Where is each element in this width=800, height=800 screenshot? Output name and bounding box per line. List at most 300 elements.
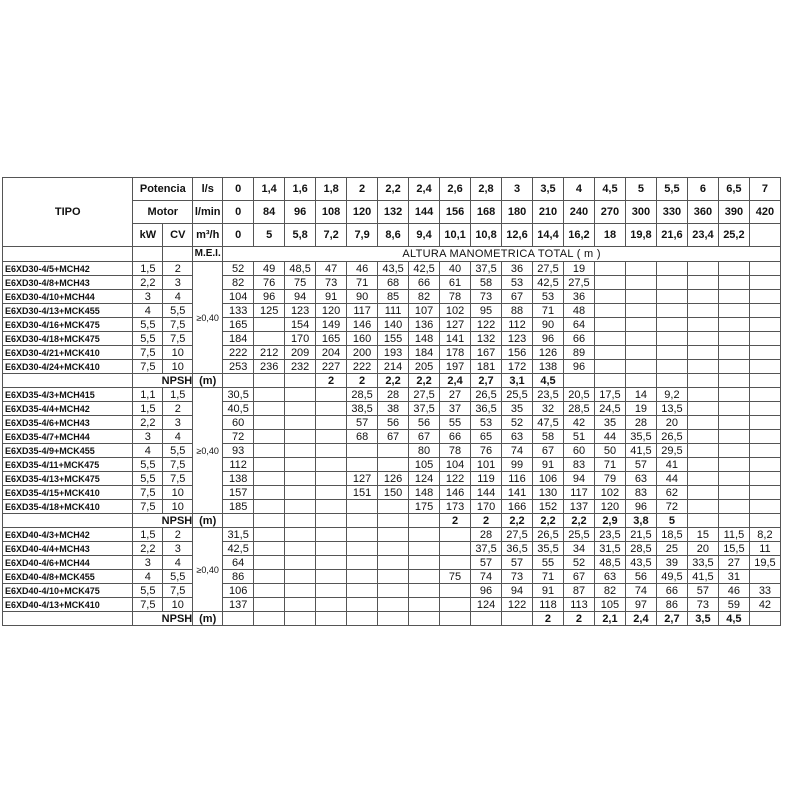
table-row — [3, 290, 781, 304]
head-value: 20 — [656, 416, 687, 430]
flow-cell: 16,2 — [563, 224, 594, 247]
head-value: 39 — [656, 556, 687, 570]
unit-ls: l/s — [193, 178, 223, 201]
head-value — [409, 528, 440, 542]
power-cv: 1,5 — [163, 388, 193, 402]
head-value: 13,5 — [656, 402, 687, 416]
power-kw: 5,5 — [133, 332, 163, 346]
npsh-value — [502, 612, 533, 626]
head-value — [316, 430, 347, 444]
head-value — [594, 304, 625, 318]
head-value: 33,5 — [687, 556, 718, 570]
head-value: 96 — [254, 290, 285, 304]
power-kw: 7,5 — [133, 500, 163, 514]
npsh-value — [656, 374, 687, 388]
head-value: 227 — [316, 360, 347, 374]
head-value: 96 — [625, 500, 656, 514]
head-value: 125 — [254, 304, 285, 318]
head-value: 91 — [533, 458, 564, 472]
head-value: 67 — [502, 290, 533, 304]
head-value — [687, 262, 718, 276]
head-value: 130 — [533, 486, 564, 500]
head-value — [749, 276, 780, 290]
flow-cell: 25,2 — [718, 224, 749, 247]
npsh-value — [440, 612, 471, 626]
table-row — [3, 360, 781, 374]
npsh-label: NPSH — [133, 374, 193, 388]
head-value: 165 — [316, 332, 347, 346]
flow-cell: 9,4 — [409, 224, 440, 247]
npsh-value — [223, 514, 254, 528]
header-row-ls — [3, 178, 781, 201]
head-value: 25,5 — [502, 388, 533, 402]
npsh-value — [409, 612, 440, 626]
model-name: E6XD30-4/21+MCK410 — [3, 346, 133, 360]
flow-cell: 84 — [254, 201, 285, 224]
npsh-value — [316, 612, 347, 626]
table-row — [3, 486, 781, 500]
head-value — [656, 276, 687, 290]
head-value: 48,5 — [594, 556, 625, 570]
head-value: 91 — [533, 584, 564, 598]
pump-performance-table — [2, 177, 781, 626]
head-value: 124 — [409, 472, 440, 486]
head-value — [718, 276, 749, 290]
npsh-unit: (m) — [193, 514, 223, 528]
head-value — [316, 402, 347, 416]
head-value — [285, 584, 316, 598]
power-cv: 5,5 — [163, 570, 193, 584]
power-cv: 5,5 — [163, 304, 193, 318]
head-value: 26,5 — [471, 388, 502, 402]
power-cv: 3 — [163, 416, 193, 430]
head-value — [316, 388, 347, 402]
head-value: 73 — [687, 598, 718, 612]
head-value: 112 — [223, 458, 254, 472]
head-value: 138 — [533, 360, 564, 374]
npsh-value: 2,2 — [378, 374, 409, 388]
power-kw: 3 — [133, 430, 163, 444]
npsh-unit: (m) — [193, 374, 223, 388]
head-value — [656, 332, 687, 346]
head-value: 47 — [316, 262, 347, 276]
head-value: 37 — [440, 402, 471, 416]
head-value: 78 — [440, 290, 471, 304]
head-value: 61 — [440, 276, 471, 290]
power-kw: 4 — [133, 570, 163, 584]
model-name: E6XD30-4/16+MCK475 — [3, 318, 133, 332]
head-value: 55 — [440, 416, 471, 430]
potencia-header: Potencia — [133, 178, 193, 201]
head-value: 154 — [285, 318, 316, 332]
head-value — [749, 472, 780, 486]
npsh-value: 2,2 — [533, 514, 564, 528]
altura-header: ALTURA MANOMETRICA TOTAL ( m ) — [223, 247, 781, 262]
power-cv: 7,5 — [163, 458, 193, 472]
head-value: 66 — [656, 584, 687, 598]
power-kw: 5,5 — [133, 458, 163, 472]
npsh-row — [3, 612, 781, 626]
head-value — [254, 528, 285, 542]
head-value — [594, 290, 625, 304]
head-value: 133 — [223, 304, 254, 318]
head-value: 53 — [471, 416, 502, 430]
head-value — [254, 402, 285, 416]
npsh-value: 2 — [316, 374, 347, 388]
head-value: 122 — [471, 318, 502, 332]
flow-cell: 144 — [409, 201, 440, 224]
model-name: E6XD30-4/24+MCK410 — [3, 360, 133, 374]
npsh-label: NPSH — [133, 514, 193, 528]
head-value — [718, 360, 749, 374]
head-value: 38 — [378, 402, 409, 416]
power-kw: 7,5 — [133, 360, 163, 374]
head-value: 96 — [533, 332, 564, 346]
head-value: 82 — [223, 276, 254, 290]
head-value: 113 — [563, 598, 594, 612]
power-kw: 2,2 — [133, 542, 163, 556]
head-value: 20,5 — [563, 388, 594, 402]
head-value: 53 — [533, 290, 564, 304]
head-value — [687, 360, 718, 374]
head-value — [285, 388, 316, 402]
flow-cell: 210 — [533, 201, 564, 224]
head-value — [718, 290, 749, 304]
flow-cell: 2,2 — [378, 178, 409, 201]
flow-cell: 12,6 — [502, 224, 533, 247]
npsh-value — [254, 514, 285, 528]
head-value: 46 — [347, 262, 378, 276]
head-value — [749, 430, 780, 444]
head-value — [347, 458, 378, 472]
unit-lmin: l/min — [193, 201, 223, 224]
npsh-value: 2 — [563, 612, 594, 626]
npsh-value — [718, 374, 749, 388]
npsh-row — [3, 514, 781, 528]
head-value — [749, 486, 780, 500]
head-value: 55 — [533, 556, 564, 570]
head-value — [687, 304, 718, 318]
head-value — [378, 458, 409, 472]
head-value — [254, 556, 285, 570]
head-value: 126 — [378, 472, 409, 486]
head-value — [749, 500, 780, 514]
head-value: 57 — [625, 458, 656, 472]
head-value — [687, 346, 718, 360]
head-value — [409, 598, 440, 612]
head-value: 119 — [471, 472, 502, 486]
npsh-value: 3,5 — [687, 612, 718, 626]
npsh-value — [687, 374, 718, 388]
head-value — [316, 500, 347, 514]
efficiency-index: ≥0,40 — [193, 262, 223, 374]
head-value: 155 — [378, 332, 409, 346]
head-value — [625, 318, 656, 332]
head-value: 87 — [563, 584, 594, 598]
head-value: 40 — [440, 262, 471, 276]
table-row — [3, 318, 781, 332]
head-value — [440, 598, 471, 612]
head-value: 60 — [223, 416, 254, 430]
power-cv: 10 — [163, 360, 193, 374]
npsh-value: 2 — [533, 612, 564, 626]
flow-cell: 7,9 — [347, 224, 378, 247]
head-value: 94 — [563, 472, 594, 486]
head-value — [440, 584, 471, 598]
npsh-unit: (m) — [193, 612, 223, 626]
npsh-value — [347, 612, 378, 626]
npsh-value: 2,4 — [440, 374, 471, 388]
head-value: 83 — [625, 486, 656, 500]
head-value: 64 — [223, 556, 254, 570]
model-name: E6XD40-4/10+MCK475 — [3, 584, 133, 598]
head-value — [378, 598, 409, 612]
head-value — [594, 262, 625, 276]
eff-label: M.E.I. — [193, 247, 223, 262]
head-value: 107 — [409, 304, 440, 318]
head-value: 23,5 — [533, 388, 564, 402]
npsh-value — [254, 612, 285, 626]
power-kw: 5,5 — [133, 472, 163, 486]
head-value: 82 — [594, 584, 625, 598]
model-name: E6XD35-4/15+MCK410 — [3, 486, 133, 500]
head-value: 184 — [409, 346, 440, 360]
flow-cell: 5,8 — [285, 224, 316, 247]
head-value: 118 — [533, 598, 564, 612]
head-value — [718, 472, 749, 486]
head-value: 76 — [254, 276, 285, 290]
head-value: 52 — [223, 262, 254, 276]
power-cv: 2 — [163, 528, 193, 542]
flow-cell: 5 — [625, 178, 656, 201]
flow-cell: 2,4 — [409, 178, 440, 201]
npsh-value: 2,4 — [625, 612, 656, 626]
head-value — [316, 444, 347, 458]
head-value: 72 — [223, 430, 254, 444]
head-value — [285, 542, 316, 556]
power-kw: 1,5 — [133, 262, 163, 276]
head-value: 152 — [533, 500, 564, 514]
head-value — [440, 528, 471, 542]
head-value — [316, 570, 347, 584]
power-cv: 7,5 — [163, 332, 193, 346]
head-value — [347, 598, 378, 612]
head-value: 19 — [563, 262, 594, 276]
head-value: 34 — [563, 542, 594, 556]
npsh-value: 2,7 — [656, 612, 687, 626]
head-value: 99 — [502, 458, 533, 472]
head-value — [687, 472, 718, 486]
head-value: 104 — [223, 290, 254, 304]
npsh-label: NPSH — [133, 612, 193, 626]
head-value — [285, 570, 316, 584]
head-value — [254, 444, 285, 458]
head-value — [316, 584, 347, 598]
flow-cell: 330 — [656, 201, 687, 224]
head-value — [254, 542, 285, 556]
head-value: 42,5 — [409, 262, 440, 276]
cv-header: CV — [163, 224, 193, 247]
head-value: 127 — [440, 318, 471, 332]
flow-cell: 6 — [687, 178, 718, 201]
head-value — [285, 528, 316, 542]
head-value — [687, 402, 718, 416]
head-value: 136 — [409, 318, 440, 332]
head-value: 181 — [471, 360, 502, 374]
head-value: 56 — [378, 416, 409, 430]
model-name: E6XD35-4/4+MCH42 — [3, 402, 133, 416]
head-value: 24,5 — [594, 402, 625, 416]
head-value: 73 — [502, 570, 533, 584]
head-value: 58 — [533, 430, 564, 444]
head-value — [718, 402, 749, 416]
npsh-value — [285, 612, 316, 626]
head-value: 28 — [471, 528, 502, 542]
head-value: 28,5 — [347, 388, 378, 402]
head-value: 63 — [625, 472, 656, 486]
header-row-altura — [3, 247, 781, 262]
npsh-value — [563, 374, 594, 388]
head-value — [347, 570, 378, 584]
head-value: 170 — [285, 332, 316, 346]
head-value — [440, 542, 471, 556]
head-value — [378, 584, 409, 598]
head-value — [687, 458, 718, 472]
flow-cell: 23,4 — [687, 224, 718, 247]
head-value: 85 — [378, 290, 409, 304]
head-value: 160 — [347, 332, 378, 346]
table-row — [3, 430, 781, 444]
head-value: 64 — [563, 318, 594, 332]
model-name: E6XD35-4/18+MCK410 — [3, 500, 133, 514]
head-value: 105 — [409, 458, 440, 472]
head-value: 105 — [594, 598, 625, 612]
head-value: 32 — [533, 402, 564, 416]
head-value: 74 — [625, 584, 656, 598]
head-value — [254, 472, 285, 486]
flow-cell: 5,5 — [656, 178, 687, 201]
head-value: 28,5 — [563, 402, 594, 416]
head-value: 170 — [471, 500, 502, 514]
head-value: 141 — [440, 332, 471, 346]
head-value: 93 — [223, 444, 254, 458]
head-value: 36,5 — [502, 542, 533, 556]
head-value: 73 — [471, 290, 502, 304]
model-name: E6XD35-4/9+MCK455 — [3, 444, 133, 458]
efficiency-index: ≥0,40 — [193, 528, 223, 612]
head-value: 166 — [502, 500, 533, 514]
npsh-value — [285, 514, 316, 528]
head-value — [749, 570, 780, 584]
head-value — [656, 290, 687, 304]
flow-cell: 2,6 — [440, 178, 471, 201]
head-value: 57 — [471, 556, 502, 570]
power-kw: 1,1 — [133, 388, 163, 402]
head-value: 42 — [749, 598, 780, 612]
head-value — [594, 318, 625, 332]
npsh-value: 2 — [347, 374, 378, 388]
head-value — [285, 598, 316, 612]
npsh-value — [223, 612, 254, 626]
head-value: 72 — [656, 500, 687, 514]
model-name: E6XD30-4/13+MCK455 — [3, 304, 133, 318]
head-value: 137 — [223, 598, 254, 612]
head-value — [687, 318, 718, 332]
flow-cell: 1,8 — [316, 178, 347, 201]
flow-cell: 19,8 — [625, 224, 656, 247]
head-value — [687, 444, 718, 458]
head-value — [254, 500, 285, 514]
head-value — [409, 542, 440, 556]
head-value: 146 — [440, 486, 471, 500]
head-value: 117 — [347, 304, 378, 318]
head-value — [749, 416, 780, 430]
table-row — [3, 346, 781, 360]
head-value: 232 — [285, 360, 316, 374]
head-value: 193 — [378, 346, 409, 360]
head-value: 58 — [471, 276, 502, 290]
power-kw: 7,5 — [133, 486, 163, 500]
head-value: 89 — [563, 346, 594, 360]
head-value: 27 — [440, 388, 471, 402]
head-value: 127 — [347, 472, 378, 486]
table-row — [3, 528, 781, 542]
head-value — [687, 276, 718, 290]
head-value: 73 — [316, 276, 347, 290]
head-value: 33 — [749, 584, 780, 598]
head-value: 52 — [563, 556, 594, 570]
head-value: 71 — [533, 304, 564, 318]
head-value: 57 — [502, 556, 533, 570]
head-value: 57 — [347, 416, 378, 430]
head-value: 60 — [563, 444, 594, 458]
head-value: 46 — [718, 584, 749, 598]
head-value: 204 — [316, 346, 347, 360]
flow-cell: 14,4 — [533, 224, 564, 247]
head-value: 19,5 — [749, 556, 780, 570]
head-value — [687, 430, 718, 444]
power-cv: 4 — [163, 556, 193, 570]
flow-cell — [749, 224, 780, 247]
head-value: 175 — [409, 500, 440, 514]
head-value — [718, 332, 749, 346]
head-value: 20 — [687, 542, 718, 556]
head-value — [316, 458, 347, 472]
power-kw: 7,5 — [133, 346, 163, 360]
npsh-value: 5 — [656, 514, 687, 528]
head-value — [718, 416, 749, 430]
head-value — [254, 416, 285, 430]
npsh-value — [594, 374, 625, 388]
npsh-value: 3,8 — [625, 514, 656, 528]
flow-cell: 168 — [471, 201, 502, 224]
head-value — [378, 542, 409, 556]
head-value: 50 — [594, 444, 625, 458]
head-value: 41,5 — [687, 570, 718, 584]
head-value: 47,5 — [533, 416, 564, 430]
head-value — [378, 570, 409, 584]
head-value — [285, 472, 316, 486]
head-value: 91 — [316, 290, 347, 304]
head-value: 106 — [533, 472, 564, 486]
head-value: 31,5 — [223, 528, 254, 542]
table-row — [3, 388, 781, 402]
head-value: 83 — [563, 458, 594, 472]
head-value: 71 — [533, 570, 564, 584]
kw-header: kW — [133, 224, 163, 247]
flow-cell: 300 — [625, 201, 656, 224]
head-value: 56 — [625, 570, 656, 584]
